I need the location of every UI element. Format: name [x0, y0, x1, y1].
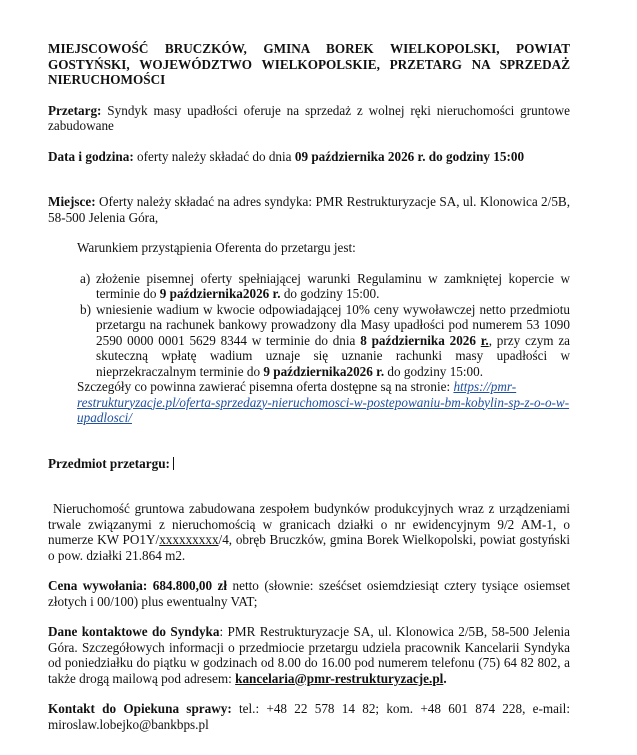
data-label: Data i godzina: — [48, 148, 134, 164]
data-paragraph — [48, 149, 570, 165]
warunki-list — [48, 271, 570, 380]
warunki-intro: Warunkiem przystąpienia Oferenta do przetargu jest: — [77, 240, 356, 255]
przedmiot-text-end: /4, obręb Bruczków, gmina Borek Wielkopolski, powiat gostyński o pow. działki 21.864 m2. — [48, 532, 570, 563]
kontakt-email-link[interactable]: kancelaria@pmr-restrukturyzacje.pl — [235, 670, 444, 686]
warunek-b-text3: do godziny 15:00. — [387, 363, 484, 379]
warunek-b-text: wniesienie wadium w kwocie odpowiadającej 10% ceny wywoławczej netto przedmiotu przetargu na rachunek bankowy prowadzony dla Masy upadłości pod numerem 53 1090 2590 0000 0001 5629 8344 w terminie do dnia — [96, 301, 570, 348]
miejsce-label: Miejsce: — [48, 194, 96, 209]
warunek-b-comma: , — [488, 332, 493, 348]
list-marker: a) — [80, 270, 91, 286]
przetarg-label: Przetarg: — [48, 102, 102, 118]
kontakt-paragraph — [48, 624, 570, 686]
cena-label: Cena wywołania: — [48, 578, 148, 593]
cena-text: netto (słownie: sześćset osiemdziesiąt cztery tysiące osiemset złotych i 00/100) plus ewentualny VAT; — [48, 578, 570, 609]
opiekun-paragraph — [48, 701, 570, 732]
przedmiot-paragraph — [48, 501, 570, 563]
przetarg-paragraph — [48, 103, 570, 134]
kontakt-email-end: . — [443, 670, 447, 686]
miejsce-text: Oferty należy składać na adres syndyka: PMR Restrukturyzacje SA, ul. Klonowica 2/5B, 58-500 Jelenia Góra, — [48, 194, 570, 225]
przedmiot-heading — [48, 456, 570, 472]
opiekun-text: tel.: +48 22 578 14 82; kom. +48 601 874 228, e-mail: miroslaw.lobejko@bankbps.pl — [48, 701, 570, 732]
kontakt-text: : PMR Restrukturyzacje SA, ul. Klonowica 2/5B, 58-500 Jelenia Góra. Szczegółowych informacji o przedmiocie przetargu udziela pracownik Kancelarii Syndyka od poniedziałku do piątku w godzinach od 8.00 do 16.00 pod numerem telefonu (75) 64 82 802, a także drogą mailową pod adresem: — [48, 624, 570, 686]
warunek-a-text: złożenie pisemnej oferty spełniającej warunki Regulaminu w zamkniętej kopercie w terminie do — [96, 270, 570, 301]
warunek-b-r: r. — [480, 332, 489, 348]
data-text: oferty należy składać do dnia — [137, 148, 292, 164]
list-item — [48, 302, 570, 380]
cena-value: 684.800,00 zł — [152, 578, 228, 593]
cena-paragraph — [48, 578, 570, 609]
opiekun-label: Kontakt do Opiekuna sprawy: — [48, 701, 232, 716]
data-deadline: 09 października 2026 r. do godziny 15:00 — [294, 148, 525, 164]
list-marker: b) — [80, 301, 91, 317]
miejsce-paragraph — [48, 194, 570, 225]
text-cursor — [173, 457, 174, 470]
kontakt-label: Dane kontaktowe do Syndyka — [48, 624, 220, 639]
list-item — [48, 271, 570, 302]
document-title: MIEJSCOWOŚĆ BRUCZKÓW, GMINA BOREK WIELKOPOLSKI, POWIAT GOSTYŃSKI, WOJEWÓDZTWO WIELKOPOLSKIE, PRZETARG NA SPRZEDAŻ NIERUCHOMOŚCI — [48, 41, 570, 87]
szczegoly-text: Szczegóły co powinna zawierać pisemna oferta dostępne są na stronie: — [77, 379, 451, 394]
oferta-link[interactable]: https://pmr-restrukturyzacje.pl/oferta-sprzedazy-nieruchomosci-w-postepowaniu-bm-kobylin-sp-z-o-o-w-upadlosci/ — [77, 379, 570, 425]
warunek-b-date: 8 października 2026 — [360, 332, 476, 348]
warunek-a-text-end: do godziny 15:00. — [283, 286, 380, 301]
document-page — [48, 28, 570, 732]
przetarg-text: Syndyk masy upadłości oferuje na sprzedaż z wolnej ręki nieruchomości gruntowe zabudowane — [48, 102, 570, 133]
warunek-b-text2: przy czym za skuteczną wpłatę wadium uznaje się uznanie rachunki masy upadłości w nieprzekraczalnym terminie do — [96, 332, 571, 379]
przedmiot-text: Nieruchomość gruntowa zabudowana zespołem budynków produkcyjnych wraz z urządzeniami trwale związanymi z nieruchomością w granicach działki o nr ewidencyjnym 9/2 AM-1, o numerze KW PO1Y/ — [48, 501, 570, 547]
kw-masked: xxxxxxxxx — [159, 532, 219, 547]
warunek-a-date: 9 października2026 r. — [159, 286, 281, 301]
przedmiot-label: Przedmiot przetargu: — [48, 455, 170, 471]
warunek-b-date2: 9 października2026 r. — [263, 363, 385, 379]
szczegoly-paragraph — [48, 379, 570, 426]
